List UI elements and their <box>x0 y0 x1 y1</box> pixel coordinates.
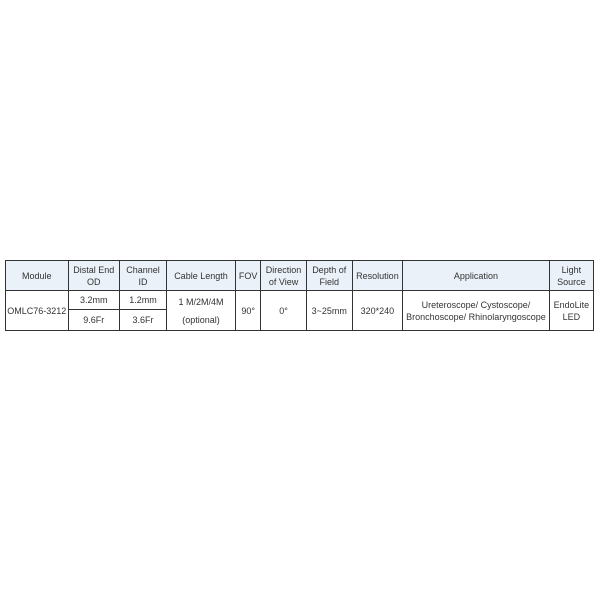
header-channel-id: Channel ID <box>119 261 166 291</box>
cell-resolution: 320*240 <box>352 291 402 331</box>
header-direction-of-view: Direction of View <box>261 261 306 291</box>
cell-distal-end-od-fr: 9.6Fr <box>68 310 119 331</box>
header-distal-end-od: Distal End OD <box>68 261 119 291</box>
cell-fov: 90° <box>235 291 261 331</box>
header-cable-length: Cable Length <box>167 261 236 291</box>
cell-direction-of-view: 0° <box>261 291 306 331</box>
header-fov: FOV <box>235 261 261 291</box>
cell-cable-length <box>167 291 236 331</box>
cell-depth-of-field: 3~25mm <box>306 291 352 331</box>
cell-application: Ureteroscope/ Cystoscope/ Bronchoscope/ Rhinolaryngoscope <box>403 291 550 331</box>
cable-length-note: (optional) <box>182 314 220 325</box>
header-resolution: Resolution <box>352 261 402 291</box>
header-depth-of-field: Depth of Field <box>306 261 352 291</box>
cell-light-source: EndoLite LED <box>549 291 593 331</box>
spec-table <box>5 260 594 331</box>
header-application: Application <box>403 261 550 291</box>
cell-module: OMLC76-3212 <box>6 291 69 331</box>
table-row <box>6 291 594 310</box>
header-module: Module <box>6 261 69 291</box>
cell-channel-id-fr: 3.6Fr <box>119 310 166 331</box>
header-light-source: Light Source <box>549 261 593 291</box>
header-row <box>6 261 594 291</box>
cable-length-value: 1 M/2M/4M <box>178 296 224 307</box>
cell-distal-end-od-mm: 3.2mm <box>68 291 119 310</box>
cell-channel-id-mm: 1.2mm <box>119 291 166 310</box>
